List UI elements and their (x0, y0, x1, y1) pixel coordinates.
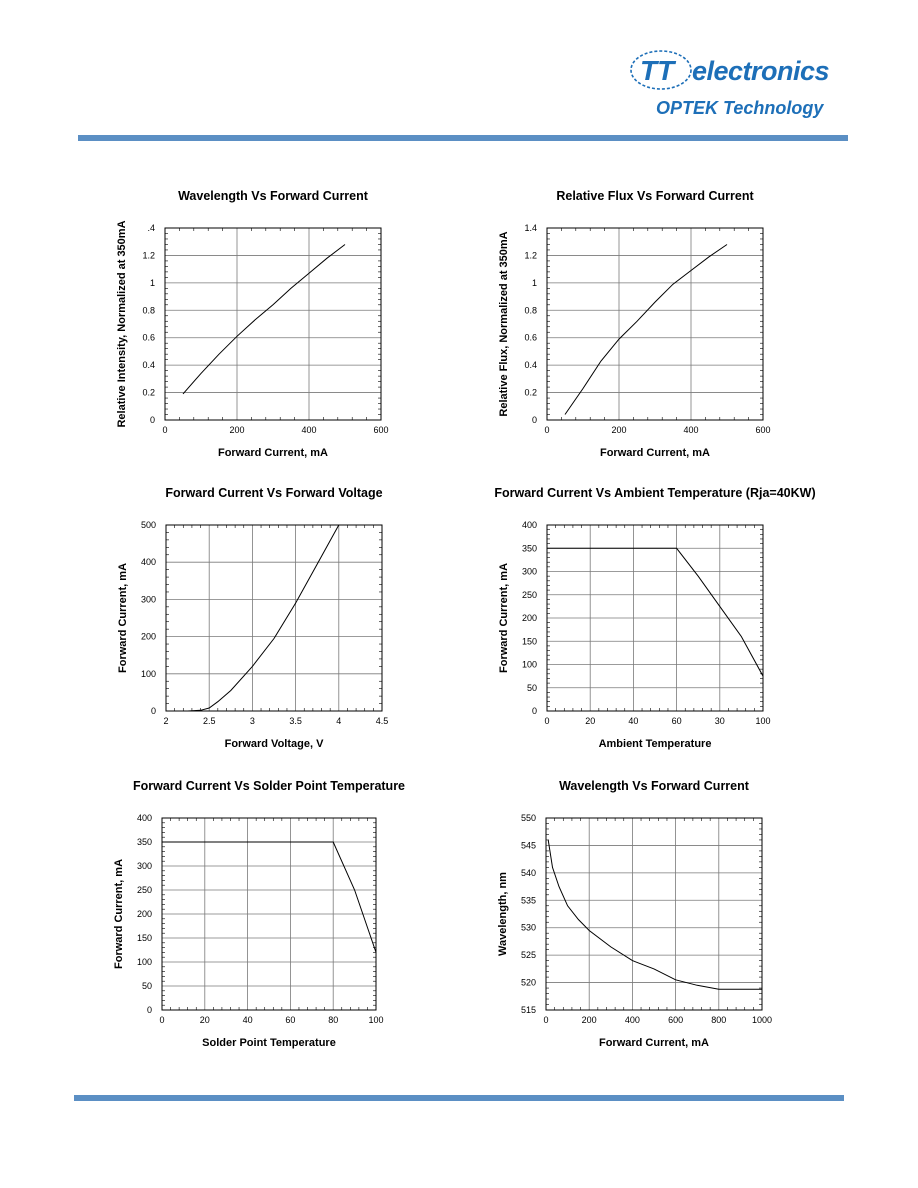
y-tick-label: 1.4 (524, 223, 537, 233)
y-tick-label: 0.2 (524, 387, 537, 398)
y-tick-label: 500 (140, 520, 156, 530)
x-axis-label: Forward Voltage, V (224, 738, 324, 750)
chart-title: Wavelength Vs Forward Current (559, 779, 749, 793)
y-tick-label: 0 (531, 415, 537, 425)
y-axis-label: Forward Current, mA (113, 858, 125, 970)
chart-forward-current-vs-solder-temp (110, 772, 406, 1072)
y-axis-label: Relative Flux, Normalized at 350mA (498, 231, 510, 417)
y-tick-label: 50 (141, 981, 152, 991)
x-tick-label: 60 (285, 1015, 296, 1025)
y-tick-label: 0.6 (142, 332, 155, 343)
chart-relative-intensity (110, 180, 400, 480)
chart-forward-current-vs-ambient-temp (490, 480, 830, 770)
y-tick-label: 250 (136, 885, 152, 895)
y-tick-label: 0.4 (142, 360, 155, 371)
x-axis-label: Ambient Temperature (598, 738, 712, 750)
x-tick-label: 4 (336, 716, 342, 726)
x-tick-label: 400 (624, 1015, 640, 1025)
y-tick-label: 540 (520, 867, 536, 878)
x-tick-label: 30 (714, 716, 725, 726)
x-axis-label: Forward Current, mA (599, 447, 711, 459)
series-line-0 (162, 842, 376, 952)
tt-logo-icon (628, 48, 694, 92)
chart-title: Forward Current Vs Solder Point Temperature (132, 779, 406, 793)
chart-title: Forward Current Vs Forward Voltage (165, 486, 383, 500)
x-tick-label: 0 (544, 716, 550, 726)
y-tick-label: .4 (147, 223, 155, 233)
y-tick-label: 50 (526, 682, 537, 693)
plot-frame (547, 228, 763, 420)
y-tick-label: 200 (521, 613, 537, 623)
x-tick-label: 40 (242, 1015, 253, 1025)
series-line-0 (548, 840, 762, 989)
x-tick-label: 100 (755, 716, 771, 726)
x-tick-label: 100 (368, 1015, 384, 1025)
y-axis-label: Relative Intensity, Normalized at 350mA (116, 220, 128, 428)
y-tick-label: 1.2 (142, 250, 155, 261)
chart-title: Relative Flux Vs Forward Current (556, 189, 754, 203)
y-tick-label: 1 (531, 277, 537, 288)
x-tick-label: 1000 (751, 1015, 773, 1025)
y-tick-label: 525 (520, 950, 536, 961)
x-tick-label: 0 (543, 1015, 549, 1025)
plot-frame (165, 228, 381, 420)
x-tick-label: 0 (544, 425, 550, 435)
x-tick-label: 400 (683, 425, 699, 435)
plot-frame (166, 525, 382, 711)
series-line-0 (183, 245, 345, 394)
x-tick-label: 3 (249, 716, 255, 726)
x-axis-label: Forward Current, mA (598, 1037, 710, 1049)
y-tick-label: 300 (136, 861, 152, 871)
y-tick-label: 550 (520, 813, 536, 823)
y-tick-label: 100 (521, 659, 537, 670)
x-tick-label: 800 (711, 1015, 727, 1025)
y-tick-label: 150 (136, 933, 152, 943)
y-tick-label: 0.8 (524, 305, 537, 316)
x-tick-label: 20 (585, 716, 596, 726)
y-tick-label: 350 (136, 837, 152, 847)
x-tick-label: 4.5 (375, 716, 389, 726)
y-tick-label: 0.8 (142, 305, 155, 316)
x-tick-label: 400 (301, 425, 317, 435)
x-tick-label: 200 (611, 425, 627, 435)
x-tick-label: 0 (162, 425, 168, 435)
logo-tt-text: TT (640, 55, 675, 86)
y-tick-label: 0.2 (142, 387, 155, 398)
y-tick-label: 0.6 (524, 332, 537, 343)
logo-company-name: electronics (692, 56, 830, 86)
y-tick-label: 1 (149, 277, 155, 288)
y-tick-label: 200 (140, 631, 156, 642)
y-tick-label: 200 (136, 909, 152, 919)
y-tick-label: 530 (520, 922, 536, 933)
x-tick-label: 60 (671, 716, 682, 726)
y-tick-label: 300 (140, 594, 156, 605)
x-tick-label: 3.5 (289, 716, 302, 726)
y-tick-label: 100 (140, 668, 156, 679)
y-axis-label: Forward Current, mA (117, 562, 129, 674)
x-tick-label: 600 (668, 1015, 684, 1025)
y-tick-label: 1.2 (524, 250, 537, 261)
x-tick-label: 0 (159, 1015, 165, 1025)
footer-divider (74, 1095, 844, 1101)
chart-relative-flux (490, 180, 780, 480)
x-tick-label: 200 (229, 425, 245, 435)
series-line-0 (188, 525, 339, 711)
x-tick-label: 600 (755, 425, 771, 435)
x-tick-label: 200 (581, 1015, 597, 1025)
y-tick-label: 0.4 (524, 360, 537, 371)
chart-wavelength-vs-current (490, 772, 780, 1072)
series-line-0 (565, 245, 727, 415)
chart-title: Forward Current Vs Ambient Temperature (Rja=40KW) (494, 486, 816, 500)
y-tick-label: 400 (140, 557, 156, 568)
y-tick-label: 0 (531, 706, 537, 716)
y-tick-label: 150 (521, 636, 537, 647)
x-tick-label: 80 (328, 1015, 339, 1025)
y-tick-label: 515 (520, 1005, 536, 1015)
y-tick-label: 520 (520, 977, 536, 988)
y-tick-label: 400 (136, 813, 152, 823)
x-tick-label: 40 (628, 716, 639, 726)
header-divider (78, 135, 848, 141)
x-tick-label: 600 (373, 425, 389, 435)
y-tick-label: 300 (521, 566, 537, 577)
y-tick-label: 250 (521, 589, 537, 600)
y-tick-label: 0 (149, 415, 155, 425)
chart-title: Wavelength Vs Forward Current (178, 189, 368, 203)
y-tick-label: 0 (146, 1005, 152, 1015)
y-tick-label: 100 (136, 957, 152, 967)
chart-forward-current-vs-voltage (110, 480, 400, 770)
x-tick-label: 2.5 (202, 716, 216, 726)
plot-frame (546, 818, 762, 1010)
x-tick-label: 20 (199, 1015, 210, 1025)
y-tick-label: 0 (150, 706, 156, 716)
y-tick-label: 545 (520, 840, 536, 851)
x-tick-label: 2 (163, 716, 169, 726)
series-line-0 (547, 548, 763, 676)
y-axis-label: Forward Current, mA (498, 562, 510, 674)
y-tick-label: 350 (521, 543, 537, 554)
x-axis-label: Solder Point Temperature (202, 1037, 336, 1049)
y-axis-label: Wavelength, nm (497, 872, 509, 956)
x-axis-label: Forward Current, mA (217, 447, 329, 459)
company-logo (624, 46, 850, 126)
logo-division-name: OPTEK Technology (656, 98, 824, 118)
y-tick-label: 535 (520, 895, 536, 906)
y-tick-label: 400 (521, 520, 537, 530)
